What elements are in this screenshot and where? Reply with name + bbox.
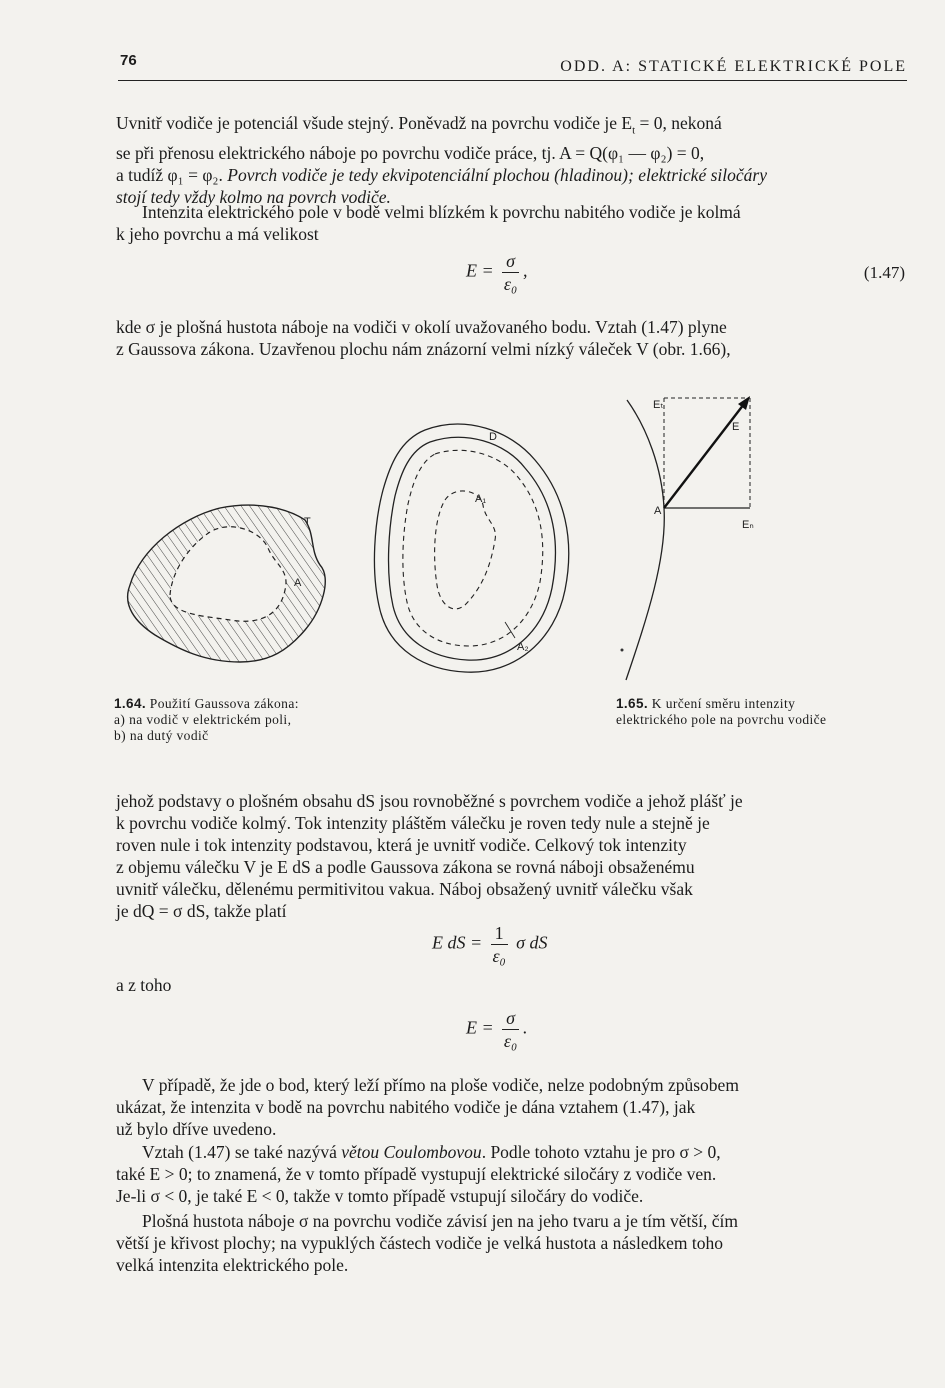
eq1-tail: , <box>523 260 528 281</box>
para4-line3: roven nule i tok intenzity podstavou, která je uvnitř vodiče. Celkový tok intenzity <box>116 835 687 855</box>
para3-line1: kde σ je plošná hustota náboje na vodiči v okolí uvažovaného bodu. Vztah (1.47) plyne <box>116 317 727 337</box>
a-z-toho <box>116 974 906 996</box>
label-D: D <box>489 431 497 443</box>
para6-line1-italic: větou Coulombovou <box>341 1142 482 1162</box>
para1-line1-sub: t <box>632 124 636 137</box>
eq1-number: (1.47) <box>863 263 905 282</box>
para1-line2: se při přenosu elektrického náboje po povrchu vodiče práce, tj. A = Q(φ₁ — φ₂) = 0, <box>116 142 705 163</box>
caption-1-64-line3: b) na dutý vodič <box>114 728 209 743</box>
para5-line1: V případě, že jde o bod, který leží přímo na ploše vodiče, nelze podobným způsobem <box>142 1075 739 1095</box>
para6-line3: Je-li σ < 0, je také E < 0, takže v tomto případě vstupují siločáry do vodiče. <box>116 1186 644 1206</box>
eq2-denominator: ε₀ <box>492 946 506 966</box>
para7-line2: větší je křivost plochy; na vypuklých částech vodiče je velká hustota a následkem toho <box>116 1233 723 1253</box>
para4-line6: je dQ = σ dS, takže platí <box>116 901 287 921</box>
label-A-point: A <box>654 505 662 517</box>
cavity-dashed <box>435 491 496 609</box>
E-vector-arrow <box>664 404 744 508</box>
para4-line1: jehož podstavy o plošném obsahu dS jsou rovnoběžné s povrchem vodiče a jehož plášť je <box>116 791 743 811</box>
eq2-numerator: 1 <box>491 922 508 945</box>
para1-line4-italic: stojí tedy vždy kolmo na povrch vodiče. <box>116 186 391 207</box>
caption-1-65 <box>616 696 826 728</box>
running-title: ODD. A: STATICKÉ ELEKTRICKÉ POLE <box>560 58 907 75</box>
eq1-lhs: E = <box>466 260 494 281</box>
caption-1-65-line2: elektrického pole na povrchu vodiče <box>616 712 827 727</box>
label-Et: Eₜ <box>653 399 664 411</box>
paragraph-4 <box>116 790 906 922</box>
figure-1-64a <box>110 490 350 680</box>
eq1-numerator: σ <box>502 250 519 273</box>
figure-1-64b <box>365 410 595 680</box>
caption-1-64-line2: a) na vodič v elektrickém poli, <box>114 712 292 727</box>
caption-1-64-line1: Použití Gaussova zákona: <box>146 696 299 711</box>
paragraph-5 <box>116 1074 906 1140</box>
para6-line1-end: . Podle tohoto vztahu je pro σ > 0, <box>481 1142 721 1162</box>
para7-line3: velká intenzita elektrického pole. <box>116 1255 349 1275</box>
para1-line3-start: a tudíž φ₁ = φ₂. <box>116 164 228 185</box>
label-A2: A₂ <box>517 641 529 653</box>
para2-line1: Intenzita elektrického pole v bodě velmi blízkém k povrchu nabitého vodiče je kolmá <box>142 202 741 222</box>
eq3-tail: . <box>523 1017 528 1038</box>
eq2-tail: σ dS <box>516 932 548 953</box>
para1-line3-italic: Povrch vodiče je tedy ekvipotenciální plochou (hladinou); elektrické siločáry <box>227 164 767 185</box>
caption-1-65-line1: K určení směru intenzity <box>648 696 796 711</box>
paragraph-7 <box>116 1210 906 1276</box>
para2-line2: k jeho povrchu a má velikost <box>116 224 319 244</box>
para5-line3: už bylo dříve uvedeno. <box>116 1119 277 1139</box>
caption-1-65-num: 1.65. <box>616 696 649 711</box>
equation-2 <box>432 922 548 967</box>
para1-line1: Uvnitř vodiče je potenciál všude stejný. Poněvadž na povrchu vodiče je E <box>116 113 633 133</box>
para6-line2: také E > 0; to znamená, že v tomto případě vystupují elektrické siločáry z vodiče ven. <box>116 1164 717 1184</box>
paragraph-6 <box>116 1141 906 1207</box>
paragraph-2 <box>116 201 906 245</box>
page-number: 76 <box>120 52 137 69</box>
equation-1-47 <box>466 250 528 295</box>
para7-line1: Plošná hustota náboje σ na povrchu vodiče závisí jen na jeho tvaru a je tím větší, čím <box>142 1211 739 1231</box>
gaussian-surface-D <box>403 450 543 646</box>
a-z-toho-text: a z toho <box>116 975 172 995</box>
equation-3 <box>466 1007 528 1052</box>
para1-line1-end: = 0, nekoná <box>635 113 722 133</box>
eq2-lhs: E dS = <box>432 932 483 953</box>
figure-1-65 <box>612 388 782 688</box>
para4-line2: k povrchu vodiče kolmý. Tok intenzity pláštěm válečku je roven tedy nule a stejně je <box>116 813 710 833</box>
eq1-denominator: ε₀ <box>503 274 518 294</box>
header-rule <box>118 80 907 81</box>
hollow-conductor-inner <box>389 437 556 660</box>
caption-1-64-num: 1.64. <box>114 696 147 711</box>
label-En: Eₙ <box>742 519 754 531</box>
para4-line5: uvnitř válečku, dělenému permitivitou vakua. Náboj obsažený uvnitř válečku však <box>116 879 693 899</box>
label-A1: A₁ <box>475 493 487 505</box>
eq3-denominator: ε₀ <box>503 1031 518 1051</box>
eq3-numerator: σ <box>502 1007 519 1030</box>
paragraph-3 <box>116 316 906 360</box>
caption-1-64 <box>114 696 299 744</box>
eq3-lhs: E = <box>466 1017 494 1038</box>
label-A: A <box>294 577 302 589</box>
label-T: T <box>304 516 311 528</box>
para6-line1-start: Vztah (1.47) se také nazývá <box>142 1142 342 1162</box>
para5-line2: ukázat, že intenzita v bodě na povrchu nabitého vodiče je dána vztahem (1.47), jak <box>116 1097 696 1117</box>
label-E: E <box>732 421 740 433</box>
paragraph-1 <box>116 112 906 208</box>
para3-line2: z Gaussova zákona. Uzavřenou plochu nám znázorní velmi nízký váleček V (obr. 1.66), <box>116 339 731 359</box>
conductor-surface-curve <box>626 400 664 680</box>
para4-line4: z objemu válečku V je E dS a podle Gaussova zákona se rovná náboji obsaženému <box>116 857 695 877</box>
